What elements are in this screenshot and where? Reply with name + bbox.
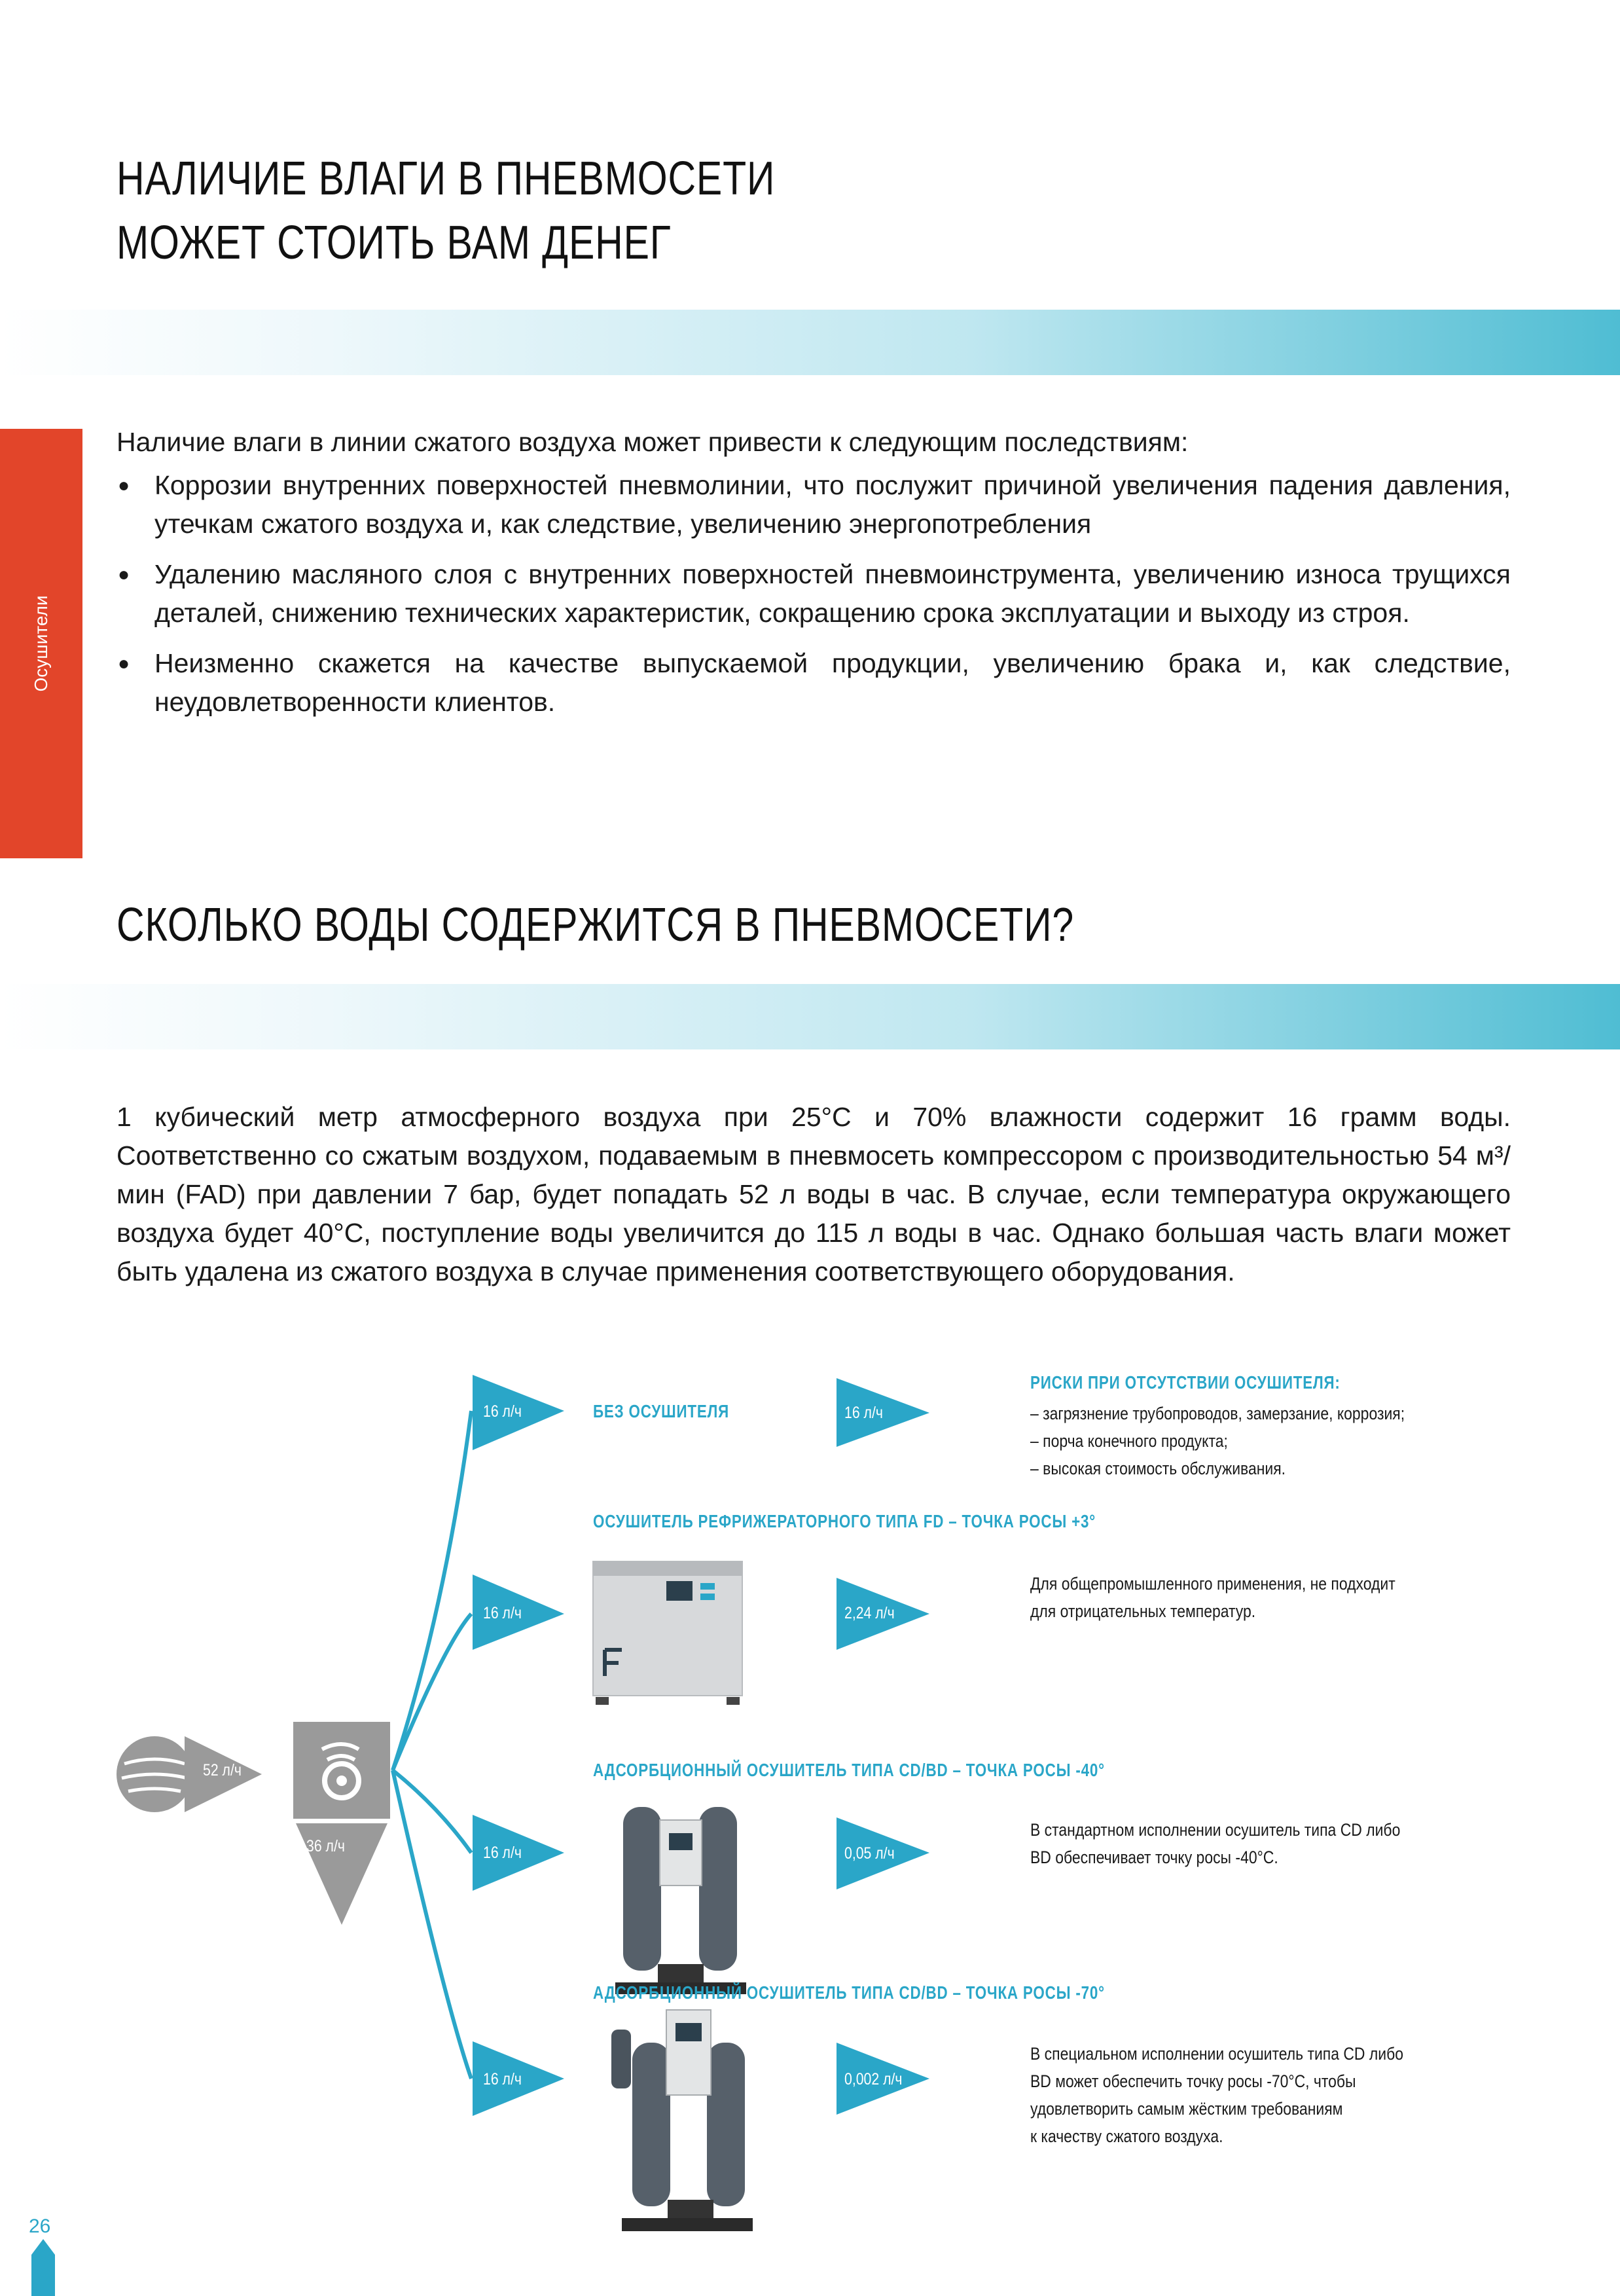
branch-desc-line: Для общепромышленного применения, не подходит — [1030, 1574, 1395, 1594]
branch-in-label: 16 л/ч — [483, 1402, 522, 1421]
drain-flow-label: 36 л/ч — [306, 1837, 345, 1855]
separator-icon — [293, 1722, 390, 1819]
section1-title-line2: МОЖЕТ СТОИТЬ ВАМ ДЕНЕГ — [117, 217, 672, 269]
water-flow-diagram — [0, 1349, 1620, 2291]
branch-in-label: 16 л/ч — [483, 1844, 522, 1862]
risk-item: – загрязнение трубопроводов, замерзание, коррозия; — [1030, 1404, 1405, 1423]
branch-in-label: 16 л/ч — [483, 2070, 522, 2088]
branch-desc-line: для отрицательных температур. — [1030, 1601, 1256, 1621]
page-number: 26 — [29, 2215, 51, 2237]
consequences-list — [117, 466, 1511, 733]
source-flow-label: 52 л/ч — [203, 1761, 242, 1779]
section1-title-line1: НАЛИЧИЕ ВЛАГИ В ПНЕВМОСЕТИ — [117, 153, 776, 205]
section2-paragraph: 1 кубический метр атмосферного воздуха при 25°C и 70% влажности содержит 16 грамм воды. Соответственно со сжатым воздухом, подаваемым в пневмосеть компрессором с производительностью 54 м³/мин (FAD) при давлении 7 бар, будет попадать 52 л воды в час. В случае, если температура окружающего воздуха будет 40°C, поступление воды увеличится до 115 л воды в час. Однако большая часть влаги может быть удалена из сжатого воздуха в случае применения соответствующего оборудования. — [117, 1102, 1511, 1286]
branch-desc-line: удовлетворить самым жёстким требованиям — [1030, 2099, 1343, 2119]
section1-band — [0, 310, 1620, 375]
cd-dryer-image — [615, 1807, 746, 1994]
bd-dryer-image — [611, 2010, 753, 2231]
branch-out-label: 0,002 л/ч — [844, 2070, 903, 2088]
branch-desc-line: к качеству сжатого воздуха. — [1030, 2126, 1223, 2146]
branch-out-label: 0,05 л/ч — [844, 1844, 895, 1863]
branch-out-label: 16 л/ч — [844, 1404, 883, 1422]
branch-desc-line: В специальном исполнении осушитель типа CD либо — [1030, 2044, 1403, 2064]
section2-band — [0, 984, 1620, 1049]
side-tab-label: Осушители — [31, 595, 51, 692]
page-marker-icon — [31, 2239, 55, 2296]
branch-desc-line: В стандартном исполнении осушитель типа CD либо — [1030, 1820, 1401, 1840]
list-item: ● Коррозии внутренних поверхностей пневмолинии, что послужит причиной увеличения падения давления, утечкам сжатого воздуха и, как следствие, увеличению энергопотребления — [117, 466, 1511, 543]
branch-title: АДСОРБЦИОННЫЙ ОСУШИТЕЛЬ ТИПА CD/BD – ТОЧКА РОСЫ -70° — [593, 1982, 1105, 2003]
risk-item: – высокая стоимость обслуживания. — [1030, 1459, 1286, 1478]
branch-desc-line: BD обеспечивает точку росы -40°С. — [1030, 1848, 1278, 1867]
flow-lines — [393, 1411, 471, 2079]
branch-desc-line: BD может обеспечить точку росы -70°С, чтобы — [1030, 2071, 1356, 2091]
list-item: ● Удалению масляного слоя с внутренних поверхностей пневмоинструмента, увеличению износа трущихся деталей, снижению технических характеристик, сокращению срока эксплуатации и выходу из строя. — [117, 555, 1511, 632]
branch-in-label: 16 л/ч — [483, 1604, 522, 1622]
risks-title: РИСКИ ПРИ ОТСУТСТВИИ ОСУШИТЕЛЯ: — [1030, 1372, 1341, 1393]
branch-title: ОСУШИТЕЛЬ РЕФРИЖЕРАТОРНОГО ТИПА FD – ТОЧКА РОСЫ +3° — [593, 1511, 1096, 1531]
branch-title: АДСОРБЦИОННЫЙ ОСУШИТЕЛЬ ТИПА CD/BD – ТОЧКА РОСЫ -40° — [593, 1760, 1105, 1780]
section1-intro: Наличие влаги в линии сжатого воздуха может привести к следующим последствиям: — [117, 427, 1189, 457]
branch-out-label: 2,24 л/ч — [844, 1604, 895, 1622]
risk-item: – порча конечного продукта; — [1030, 1431, 1228, 1451]
section2-title: СКОЛЬКО ВОДЫ СОДЕРЖИТСЯ В ПНЕВМОСЕТИ? — [117, 899, 1075, 951]
list-item: ● Неизменно скажется на качестве выпускаемой продукции, увеличению брака и, как следствие, неудовлетворенности клиентов. — [117, 644, 1511, 721]
branch-title: БЕЗ ОСУШИТЕЛЯ — [593, 1401, 729, 1421]
fd-dryer-image — [593, 1561, 742, 1705]
